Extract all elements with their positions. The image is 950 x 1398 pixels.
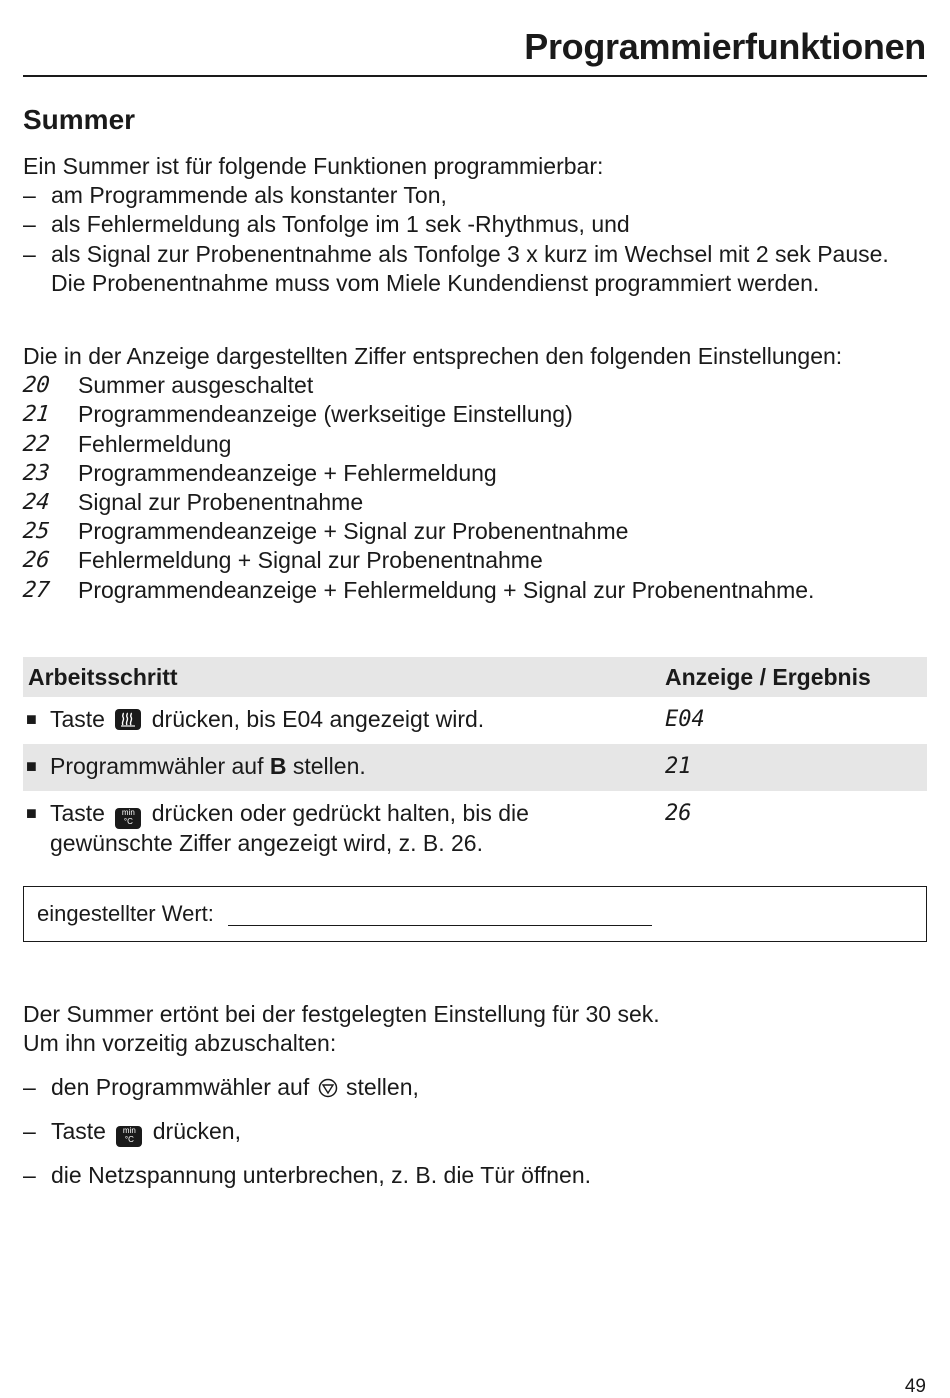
page-title: Programmierfunktionen — [524, 26, 926, 67]
column-header-step: Arbeitsschritt — [28, 663, 178, 690]
result-display: 21 — [665, 754, 692, 779]
list-item — [23, 1161, 591, 1205]
outro-block — [23, 1000, 927, 1058]
square-bullet-icon: ■ — [26, 803, 37, 823]
code-row — [23, 488, 927, 517]
result-display: 26 — [665, 801, 692, 826]
codes-block — [23, 342, 927, 605]
list-item — [23, 1117, 591, 1161]
code-row — [23, 400, 927, 429]
steam-key-icon — [115, 709, 141, 730]
key-min-label: min — [121, 808, 135, 817]
section-title: Summer — [23, 104, 136, 135]
list-item-text: die Netzspannung unterbrechen, z. B. die Tür öffnen. — [51, 1162, 592, 1188]
list-item — [23, 181, 927, 210]
display-code: 27 — [21, 577, 51, 603]
dash-bullet: – — [23, 182, 36, 209]
step-text-pre: Programmwähler auf — [50, 753, 264, 779]
display-code: 22 — [21, 431, 51, 457]
code-description: Programmendeanzeige (werkseitige Einstellung) — [78, 401, 573, 428]
list-item-text: den Programmwähler auf — [51, 1074, 310, 1100]
display-code: 25 — [21, 519, 51, 545]
code-description: Summer ausgeschaltet — [78, 372, 314, 399]
table-row — [23, 697, 927, 744]
set-value-label: eingestellter Wert: — [37, 901, 214, 926]
column-header-result: Anzeige / Ergebnis — [665, 663, 871, 690]
min-temp-key-icon — [115, 808, 141, 829]
steps-table — [23, 657, 927, 868]
list-item — [23, 1073, 591, 1117]
list-item-text: als Signal zur Probenentnahme als Tonfolge 3 x kurz im Wechsel mit 2 sek Pause. — [51, 240, 889, 267]
display-code: 26 — [21, 548, 51, 574]
intro-list — [23, 181, 927, 298]
outro-line: Der Summer ertönt bei der festgelegten Einstellung für 30 sek. — [23, 1001, 660, 1027]
code-row — [23, 459, 927, 488]
square-bullet-icon: ■ — [26, 756, 37, 776]
step-text — [50, 799, 529, 858]
set-value-box — [23, 886, 927, 942]
code-row — [23, 517, 927, 546]
code-description: Fehlermeldung + Signal zur Probenentnahme — [78, 547, 543, 574]
dash-bullet: – — [23, 1118, 36, 1144]
outro-list — [23, 1073, 591, 1205]
intro-note: Die Probenentnahme muss vom Miele Kundendienst programmiert werden. — [51, 269, 820, 296]
dash-bullet: – — [23, 1162, 36, 1188]
program-letter: B — [269, 753, 287, 779]
display-code: 23 — [21, 460, 51, 486]
code-row — [23, 546, 927, 575]
step-text-post: drücken oder gedrückt halten, bis die — [151, 800, 529, 826]
step-text — [50, 705, 484, 734]
step-cell — [23, 705, 665, 734]
list-item-text: am Programmende als konstanter Ton, — [51, 182, 447, 209]
step-text-pre: Taste — [50, 706, 105, 732]
display-code: 21 — [21, 402, 51, 428]
outro-line: Um ihn vorzeitig abzuschalten: — [23, 1030, 337, 1057]
list-item-text: Taste — [51, 1118, 106, 1144]
off-position-icon — [318, 1078, 338, 1098]
intro-lead: Ein Summer ist für folgende Funktionen programmierbar: — [23, 153, 604, 179]
list-item-text: stellen, — [346, 1074, 419, 1100]
header-divider — [23, 75, 927, 77]
step-cell — [23, 752, 665, 781]
code-description: Programmendeanzeige + Fehlermeldung + Signal zur Probenentnahme. — [78, 576, 815, 603]
code-description: Fehlermeldung — [78, 430, 232, 457]
dash-bullet: – — [23, 211, 36, 238]
display-code: 24 — [21, 490, 51, 516]
set-value-line[interactable] — [228, 925, 652, 926]
code-row — [23, 371, 927, 400]
key-c-label: °C — [123, 817, 133, 826]
step-text-post: drücken, bis E04 angezeigt wird. — [151, 706, 485, 732]
step-text — [50, 752, 366, 781]
key-min-label: min — [122, 1126, 136, 1135]
list-item-text: als Fehlermeldung als Tonfolge im 1 sek -Rhythmus, und — [51, 211, 630, 238]
code-description: Programmendeanzeige + Signal zur Probenentnahme — [78, 518, 629, 545]
step-text-post2: gewünschte Ziffer angezeigt wird, z. B. 26. — [50, 830, 483, 856]
table-row — [23, 791, 927, 868]
display-code: 20 — [21, 373, 51, 399]
code-description: Programmendeanzeige + Fehlermeldung — [78, 459, 497, 486]
code-row — [23, 576, 927, 605]
step-text-post: stellen. — [292, 753, 366, 779]
step-text-pre: Taste — [50, 800, 105, 826]
table-row — [23, 744, 927, 791]
page-number: 49 — [904, 1376, 926, 1397]
table-header — [23, 657, 927, 697]
key-c-label: °C — [124, 1135, 134, 1144]
result-display: E04 — [665, 707, 705, 732]
step-cell — [23, 799, 665, 858]
codes-lead: Die in der Anzeige dargestellten Ziffer entsprechen den folgenden Einstellungen: — [23, 343, 843, 369]
square-bullet-icon: ■ — [26, 709, 37, 729]
code-row — [23, 430, 927, 459]
intro-block — [23, 152, 927, 298]
list-item — [23, 210, 927, 239]
code-description: Signal zur Probenentnahme — [78, 489, 364, 516]
dash-bullet: – — [23, 1074, 36, 1100]
list-item — [23, 240, 927, 298]
min-temp-key-icon — [116, 1126, 142, 1147]
list-item-text: drücken, — [152, 1118, 241, 1144]
dash-bullet: – — [23, 240, 36, 267]
